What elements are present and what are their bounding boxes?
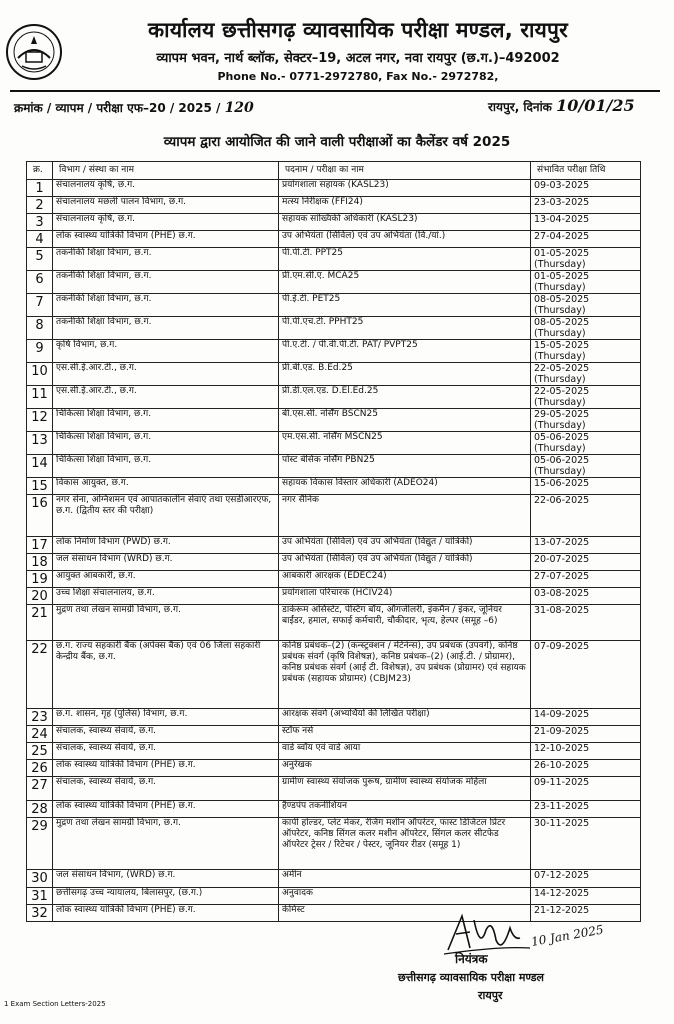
table-row [27,214,641,231]
table-row [27,888,641,905]
serial-cell: 17 [27,537,53,554]
department-cell: मुद्रण तथा लेखन सामग्री विभाग, छ.ग. [53,605,279,641]
table-row [27,197,641,214]
serial-cell: 32 [27,905,53,922]
department-cell: संचालनालय कृषि, छ.ग. [53,180,279,197]
department-cell: जल संसाधन विभाग (WRD) छ.ग. [53,554,279,571]
post-cell: स्टॉफ नर्स [279,726,531,743]
table-row [27,386,641,409]
footer-note: 1 Exam Section Letters-2025 [4,1000,106,1008]
table-row [27,363,641,386]
department-cell: मुद्रण तथा लेखन सामग्री विभाग, छ.ग. [53,818,279,870]
department-cell: लोक निर्माण विभाग (PWD) छ.ग. [53,537,279,554]
header-post: पदनाम / परीक्षा का नाम [279,162,531,180]
table-row [27,231,641,248]
table-row [27,537,641,554]
table-row [27,317,641,340]
serial-cell: 22 [27,641,53,709]
office-title: कार्यालय छत्तीसगढ़ व्यावसायिक परीक्षा मण्डल, रायपुर [148,18,568,42]
serial-cell: 4 [27,231,53,248]
serial-cell: 15 [27,478,53,495]
reference-line [14,99,254,116]
date-cell: 29-05-2025 (Thursday) [531,409,641,432]
date-cell: 05-06-2025 (Thursday) [531,432,641,455]
post-cell: पी.पी.टी. PPT25 [279,248,531,271]
department-cell: लोक स्वास्थ्य यांत्रिकी विभाग (PHE) छ.ग. [53,760,279,777]
date-cell: 26-10-2025 [531,760,641,777]
date-cell: 07-09-2025 [531,641,641,709]
serial-cell: 12 [27,409,53,432]
serial-cell: 7 [27,294,53,317]
post-cell: प्रयोगशाला सहायक (KASL23) [279,180,531,197]
serial-cell: 29 [27,818,53,870]
department-cell: छ.ग. राज्य सहकारी बैंक (अपेक्स बैंक) एवं 06 जिला सहकारी केन्द्रीय बैंक, छ.ग. [53,641,279,709]
table-row [27,743,641,760]
serial-cell: 19 [27,571,53,588]
department-cell: तकनीकी शिक्षा विभाग, छ.ग. [53,294,279,317]
post-cell: अमीन [279,870,531,888]
vyapam-logo [4,22,64,82]
department-cell: एस.सी.ई.आर.टी., छ.ग. [53,386,279,409]
post-cell: उप अभियंता (सिविल) एवं उप अभियंता (विद्युत / यांत्रिकी) [279,554,531,571]
post-cell: पी.पी.एच.टी. PPHT25 [279,317,531,340]
header-date: संभावित परीक्षा तिथि [531,162,641,180]
department-cell: संचालनालय कृषि, छ.ग. [53,214,279,231]
department-cell: आयुक्त आबकारी, छ.ग. [53,571,279,588]
date-cell: 12-10-2025 [531,743,641,760]
signatory-place: रायपुर [478,989,503,1002]
serial-cell: 16 [27,495,53,537]
department-cell: चिकित्सा शिक्षा विभाग, छ.ग. [53,455,279,478]
post-cell: प्री.एम.सी.ए. MCA25 [279,271,531,294]
header-department: विभाग / संस्था का नाम [53,162,279,180]
post-cell: मत्स्य निरीक्षक (FFI24) [279,197,531,214]
department-cell: तकनीकी शिक्षा विभाग, छ.ग. [53,271,279,294]
signatory-org: छत्तीसगढ़ व्यावसायिक परीक्षा मण्डल [398,971,545,984]
exam-calendar-table [26,161,641,922]
date-cell: 30-11-2025 [531,818,641,870]
department-cell: छ.ग. शासन, गृह (पुलिस) विभाग, छ.ग. [53,709,279,726]
serial-cell: 9 [27,340,53,363]
date-cell: 07-12-2025 [531,870,641,888]
serial-cell: 3 [27,214,53,231]
table-row [27,760,641,777]
post-cell: पोस्ट बेसिक नर्सिंग PBN25 [279,455,531,478]
date-cell: 20-07-2025 [531,554,641,571]
post-cell: प्री.डी.एल.एड. D.El.Ed.25 [279,386,531,409]
serial-cell: 24 [27,726,53,743]
table-row [27,294,641,317]
post-cell: प्री.बी.एड. B.Ed.25 [279,363,531,386]
date-cell: 05-06-2025 (Thursday) [531,455,641,478]
post-cell: वार्ड ब्वॉय एवं वार्ड आया [279,743,531,760]
serial-cell: 8 [27,317,53,340]
table-body [27,180,641,922]
signatory-title: नियंत्रक [455,952,488,966]
department-cell: लोक स्वास्थ्य यांत्रिकी विभाग (PHE) छ.ग. [53,231,279,248]
date-cell: 09-03-2025 [531,180,641,197]
serial-cell: 11 [27,386,53,409]
date-cell: 22-06-2025 [531,495,641,537]
serial-cell: 10 [27,363,53,386]
date-cell: 27-07-2025 [531,571,641,588]
date-cell: 14-12-2025 [531,888,641,905]
post-cell: बी.एस.सी. नर्सिंग BSCN25 [279,409,531,432]
table-row [27,818,641,870]
serial-cell: 28 [27,801,53,818]
post-cell: हैण्डपंप तकनीशियन [279,801,531,818]
reference-number: 120 [224,100,254,116]
serial-cell: 21 [27,605,53,641]
table-row [27,870,641,888]
post-cell: पी.ए.टी. / पी.वी.पी.टी. PAT/ PVPT25 [279,340,531,363]
date-cell: 21-12-2025 [531,905,641,922]
table-row [27,478,641,495]
table-row [27,248,641,271]
date-cell: 08-05-2025 (Thursday) [531,294,641,317]
serial-cell: 5 [27,248,53,271]
post-cell: आरक्षक संवर्ग (अभ्यर्थियों की लिखित परीक्षा) [279,709,531,726]
serial-cell: 30 [27,870,53,888]
table-row [27,495,641,537]
header-serial: क्र. [27,162,53,180]
date-cell: 31-08-2025 [531,605,641,641]
date-cell: 21-09-2025 [531,726,641,743]
table-row [27,340,641,363]
post-cell: नगर सैनिक [279,495,531,537]
date-cell: 22-05-2025 (Thursday) [531,386,641,409]
table-row [27,409,641,432]
serial-cell: 27 [27,777,53,801]
table-row [27,571,641,588]
department-cell: छत्तीसगढ़ उच्च न्यायालय, बिलासपुर, (छ.ग.) [53,888,279,905]
post-cell: उप अभियंता (सिविल) एवं उप अभियंता (वि./यां.) [279,231,531,248]
office-address: व्यापम भवन, नार्थ ब्लॉक, सेक्टर–19, अटल नगर, नवा रायपुर (छ.ग.)–492002 [156,51,560,66]
document-title: व्यापम द्वारा आयोजित की जाने वाली परीक्षाओं का कैलेंडर वर्ष 2025 [163,134,511,150]
table-row [27,432,641,455]
department-cell: चिकित्सा शिक्षा विभाग, छ.ग. [53,432,279,455]
svg-text:10 Jan 2025: 10 Jan 2025 [530,922,605,949]
department-cell: संचालक, स्वास्थ्य सेवायें, छ.ग. [53,743,279,760]
table-header-row [27,162,641,180]
department-cell: जल संसाधन विभाग, (WRD) छ.ग. [53,870,279,888]
table-row [27,641,641,709]
table-row [27,554,641,571]
date-cell: 27-04-2025 [531,231,641,248]
date-cell: 23-03-2025 [531,197,641,214]
serial-cell: 31 [27,888,53,905]
department-cell: एस.सी.ई.आर.टी., छ.ग. [53,363,279,386]
post-cell: सहायक विकास विस्तार अधिकारी (ADEO24) [279,478,531,495]
date-cell: 03-08-2025 [531,588,641,605]
office-phone: Phone No.- 0771-2972780, Fax No.- 2972782, [217,70,499,83]
department-cell: लोक स्वास्थ्य यांत्रिकी विभाग (PHE) छ.ग. [53,801,279,818]
serial-cell: 23 [27,709,53,726]
date-cell: 01-05-2025 (Thursday) [531,248,641,271]
post-cell: केमिस्ट [279,905,531,922]
table-row [27,588,641,605]
date-label: रायपुर, दिनांक [488,100,552,114]
date-cell: 22-05-2025 (Thursday) [531,363,641,386]
table-row [27,801,641,818]
post-cell: अनुरेखक [279,760,531,777]
department-cell: विकास आयुक्त, छ.ग. [53,478,279,495]
serial-cell: 14 [27,455,53,478]
serial-cell: 18 [27,554,53,571]
post-cell: अनुवादक [279,888,531,905]
date-cell: 09-11-2025 [531,777,641,801]
post-cell: उप अभियंता (सिविल) एवं उप अभियंता (विद्युत / यांत्रिकी) [279,537,531,554]
serial-cell: 20 [27,588,53,605]
date-line [488,96,635,115]
date-cell: 23-11-2025 [531,801,641,818]
department-cell: संचालनालय मछली पालन विभाग, छ.ग. [53,197,279,214]
department-cell: चिकित्सा शिक्षा विभाग, छ.ग. [53,409,279,432]
date-cell: 08-05-2025 (Thursday) [531,317,641,340]
department-cell: संचालक, स्वास्थ्य सेवायें, छ.ग. [53,777,279,801]
serial-cell: 25 [27,743,53,760]
serial-cell: 2 [27,197,53,214]
date-cell: 01-05-2025 (Thursday) [531,271,641,294]
table-row [27,455,641,478]
header-divider [10,90,660,92]
post-cell: प्रयोगशाला परिचारक (HCIV24) [279,588,531,605]
date-cell: 13-04-2025 [531,214,641,231]
table-row [27,271,641,294]
post-cell: कापी होल्डर, प्लेट मेकर, रेंजिंग मशीन ऑपरेटर, फास्ट डिजिटल प्रिंटर ऑपरेटर, कनिष्ठ सिंगल कलर मशीन ऑपरेटर, सिंगल कलर सीटफेड ऑपरेटर ट्रेसर / रिटेचर / पेस्टर, जूनियर रीडर (समूह 1) [279,818,531,870]
post-cell: एम.एस.सी. नर्सिंग MSCN25 [279,432,531,455]
date-cell: 15-05-2025 (Thursday) [531,340,641,363]
table-row [27,726,641,743]
table-row [27,180,641,197]
post-cell: पी.ई.टी. PET25 [279,294,531,317]
serial-cell: 6 [27,271,53,294]
department-cell: तकनीकी शिक्षा विभाग, छ.ग. [53,248,279,271]
table-row [27,605,641,641]
department-cell: कृषि विभाग, छ.ग. [53,340,279,363]
post-cell: ग्रामीण स्वास्थ्य संयोजक पुरूष, ग्रामीण स्वास्थ्य संयोजक महिला [279,777,531,801]
date-value: 10/01/25 [556,96,635,115]
department-cell: नगर सेना, अग्निशमन एवं आपातकालीन सेवाएं तथा एसडीआरएफ, छ.ग. (द्वितीय स्तर की परीक्षा) [53,495,279,537]
post-cell: सहायक सांख्यिकी अधिकारी (KASL23) [279,214,531,231]
post-cell: कनिष्ठ प्रबंधक–(2) (कन्स्ट्रक्शन / मेंटेनेन्स), उप प्रबंधक (उपवर्ग), कनिष्ठ प्रबंधक संवर्ग (कृषि विशेषज्ञ), कनिष्ठ प्रबंधक–(2) (आई.टी. / प्रोग्रामर), कनिष्ठ प्रबंधक संवर्ग (आई टी. विशेषज्ञ), उप प्रबंधक (प्रोग्रामर) एवं सहायक प्रबंधक (सहायक प्रोग्रामर) (CBJM23) [279,641,531,709]
post-cell: आबकारी आरक्षक (EDEC24) [279,571,531,588]
date-cell: 14-09-2025 [531,709,641,726]
department-cell: तकनीकी शिक्षा विभाग, छ.ग. [53,317,279,340]
department-cell: उच्च शिक्षा संचालनालय, छ.ग. [53,588,279,605]
department-cell: संचालक, स्वास्थ्य सेवायें, छ.ग. [53,726,279,743]
reference-label: क्रमांक / व्यापम / परीक्षा एफ–20 / 2025 / [14,101,221,115]
serial-cell: 26 [27,760,53,777]
date-cell: 13-07-2025 [531,537,641,554]
table-row [27,709,641,726]
department-cell: लोक स्वास्थ्य यांत्रिकी विभाग (PHE) छ.ग. [53,905,279,922]
date-cell: 15-06-2025 [531,478,641,495]
post-cell: डार्करूम असिस्टेंट, पेस्टिंग बॉय, ऑगजीलरी, इंकमैन / इंकर, जूनियर बाईंडर, हमाल, सफाई कर्मचारी, चौकीदार, भृत्य, हेल्पर (समूह –6) [279,605,531,641]
serial-cell: 13 [27,432,53,455]
table-row [27,777,641,801]
serial-cell: 1 [27,180,53,197]
